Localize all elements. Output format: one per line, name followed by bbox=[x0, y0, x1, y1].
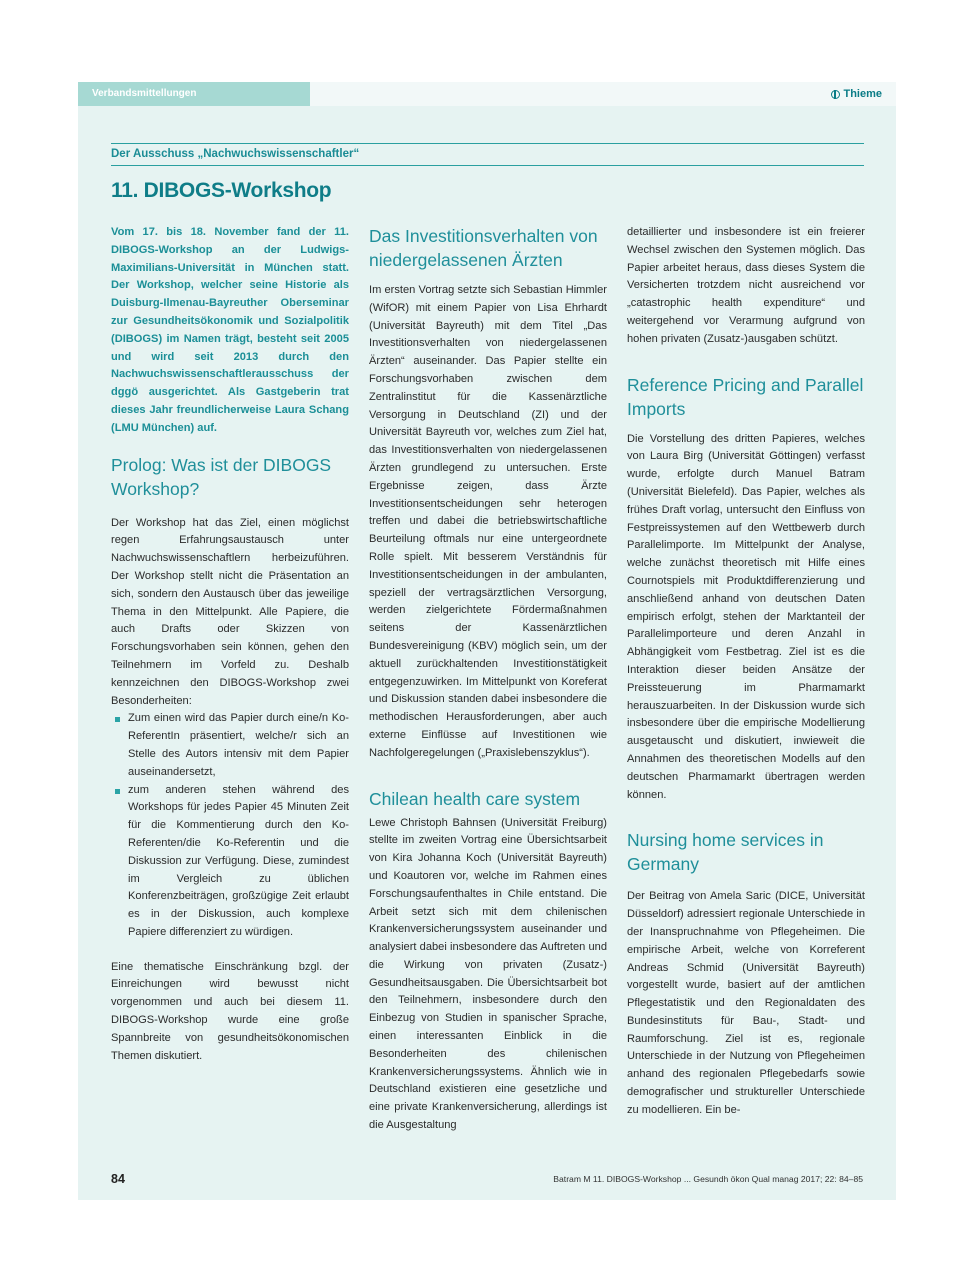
kicker: Der Ausschuss „Nachwuchswissenschaftler“ bbox=[111, 148, 360, 160]
paragraph: Eine thematische Einschränkung bzgl. der Einreichungen wird bewusst nicht vorgenommen und auch bei diesem 11. DIBOGS-Workshop wurde eine große Spannbreite von gesundheitsökonomischen Themen diskutiert. bbox=[111, 960, 349, 1062]
header-band bbox=[310, 82, 896, 106]
paragraph: Die Vorstellung des dritten Papieres, welches von Laura Birg (Universität Göttingen) verfasst wurde, erfolgte durch Manuel Batram (Universität Bielefeld). Das Papier, welches als frühes Draft vorlag, untersucht den Einfluss von Festpreissystemen auf den Wettbewerb durch Parallelimporte. Im Mittelpunkt der Analyse, welche zunächst theoretisch mit Hilfe eines Cournotspiels mit Produktdifferenzierung und anschließend anhand von deutschen Daten empirisch erfolgt, stehen der Marktanteil der Parallelimporteure und deren Anzahl in Abhängigkeit vom Festbetrag. Ziel ist es die Interaktion dieser beiden Ansätze der Preissteuerung im Pharmamarkt herauszuarbeiten. In der Diskussion wurde sich insbesondere über die empirische Modellierung ausgetauscht und diskutiert, inwieweit die Annahmen des theoretischen Modells auf den deutschen Pharmamarkt übertragen werden können. bbox=[627, 432, 865, 801]
page-sheet bbox=[78, 82, 896, 1200]
paragraph: detaillierter und insbesondere ist ein freierer Wechsel zwischen den Systemen möglich. Das Papier arbeitet heraus, dass dieses System die Versicherten trotzdem nicht ausreichend vor „catastrophic health expenditure“ und weitergehend vor Verarmung aufgrund von hohen privaten (Zusatz-)ausgaben schützt. bbox=[627, 226, 865, 345]
bullet-list bbox=[111, 710, 349, 941]
list-item: Zum einen wird das Papier durch eine/n Ko-ReferentIn präsentiert, welche/r sich an Stelle des Autors intensiv mit dem Papier auseinandersetzt, bbox=[111, 710, 349, 781]
article-title: 11. DIBOGS-Workshop bbox=[111, 179, 332, 202]
column-3 bbox=[627, 224, 865, 1120]
kicker-rule bbox=[111, 165, 864, 166]
paragraph: Im ersten Vortrag setzte sich Sebastian Himmler (WifOR) mit einem Papier von Lisa Ehrhardt (Universität Bayreuth) mit dem Titel „Das Investitionsverhalten von niedergelassenen Ärzten“ auseinander. Das Papier stellte ein Forschungsvorhaben zwischen dem Zentralinstitut für die Kassenärztliche Versorgung in Deutschland (ZI) und der Universität Bayreuth vor, welches zum Ziel hat, das Investitionsverhalten von niedergelassenen Ärzten grundlegend zu untersuchen. Erste Ergebnisse zeigen, dass Ärzte Investitionsentscheidungen sehr heterogen treffen und dabei die betriebswirtschaftliche Beurteilung oftmals nur eine untergeordnete Rolle spielt. Mit besserem Verständnis für Investitionsentscheidungen in der ambulanten, speziell der vertragsärztlichen Versorgung, werden zielgerichtete Fördermaßnahmen seitens der Kassenärztlichen Bundesvereinigung (KBV) möglich sein, um der aktuell zurückhaltenden Investitionstätigkeit entgegenzuwirken. Im Mittelpunkt von Koreferat und Diskussion standen dabei insbesondere die methodischen Herausforderungen, aber auch externe Einflüsse auf Investitionen wie Nachfolgeregelungen („Praxislebenszyklus“). bbox=[369, 284, 607, 759]
paragraph: Der Beitrag von Amela Saric (DICE, Universität Düsseldorf) adressiert regionale Unterschiede in der Inanspruchnahme von Pflegeheimen. Die empirische Arbeit, welche von Korreferent Andreas Schmid (Universität Bayreuth) vorgestellt wurde, basiert auf der amtlichen Pflegestatistik und den Regionaldaten des Bundesinstituts für Bau-, Stadt- und Raumforschung. Ziel ist es, regionale Unterschiede in der Nutzung von Pflegeheimen anhand des regionalen Pflegebedarfs sowie demografischer und struktureller Unterschiede zu modellieren. Ein be- bbox=[627, 890, 865, 1116]
page-number: 84 bbox=[111, 1172, 125, 1186]
citation: Batram M 11. DIBOGS-Workshop ... Gesundh ökon Qual manag 2017; 22: 84–85 bbox=[553, 1174, 863, 1184]
publisher-logo bbox=[831, 82, 882, 106]
paragraph: Der Workshop hat das Ziel, einen möglichst regen Erfahrungsaustausch unter Nachwuchswissenschaftlern herbeizuführen. Der Workshop stellt nicht die Präsentation an sich, sondern den Austausch über das jeweilige Thema in den Mittelpunkt. Alle Papiere, die auch Drafts oder Skizzen von Forschungsvorhaben sein können, gehen den Teilnehmern im Vorfeld zu. Deshalb kennzeichnen den DIBOGS-Workshop zwei Besonderheiten: bbox=[111, 516, 349, 707]
heading-chilean-health-care: Chilean health care system bbox=[369, 788, 581, 809]
section-label: Verbandsmittellungen bbox=[78, 82, 310, 106]
column-1 bbox=[111, 224, 349, 1065]
page-header bbox=[78, 82, 896, 106]
column-2 bbox=[369, 224, 607, 1135]
publisher-name: Thieme bbox=[843, 88, 882, 100]
heading-investitionsverhalten: Das Investitionsverhalten von niedergelassenen Ärzten bbox=[369, 226, 598, 270]
heading-reference-pricing: Reference Pricing and Parallel Imports bbox=[627, 374, 864, 419]
thieme-logo-icon bbox=[831, 90, 840, 99]
lead-paragraph: Vom 17. bis 18. November fand der 11. DIBOGS-Workshop an der Ludwigs-Maximilians-Universität in München statt. Der Workshop, welcher seine Historie als Duisburg-Ilmenau-Bayreuther Oberseminar zur Gesundheitsökonomik und Sozialpolitik (DIBOGS) im Namen trägt, besteht seit 2005 und wird seit 2013 durch den Nachwuchswissenschaftlerausschuss der dggö ausgerichtet. Als Gastgeberin trat dieses Jahr freundlicherweise Laura Schang (LMU München) auf. bbox=[111, 226, 349, 434]
paragraph: Lewe Christoph Bahnsen (Universität Freiburg) stellte im zweiten Vortrag eine Übersichtsarbeit von Kira Johanna Koch (Universität Bayreuth) und Koautoren vor, welche im Rahmen eines Forschungsaufenthaltes in Chile entstand. Die Arbeit setzt sich mit dem chilenischen Krankenversicherungssystem auseinander und analysiert dabei insbesondere das Auftreten und die Wirkung von privaten (Zusatz-) Gesundheitsausgaben. Die Übersichtsarbeit bot den Teilnehmern, insbesondere durch den Einbezug von Studien in spanischer Sprache, einen interessanten Einblick in die Besonderheiten des chilenischen Krankenversicherungssystems. Ähnlich wie in Deutschland existieren eine gesetzliche und eine private Krankenversicherung, allerdings ist die Ausgestaltung bbox=[369, 816, 607, 1132]
list-item: zum anderen stehen während des Workshops für jedes Papier 45 Minuten Zeit für die Kommentierung durch den Ko-Referenten/die Ko-Referentin und die Diskussion zur Verfügung. Diese, zumindest im Vergleich zu üblichen Konferenzbeiträgen, großzügige Zeit erlaubt es in der Diskussion, auch komplexe Papiere differenziert zu würdigen. bbox=[111, 782, 349, 942]
heading-prolog: Prolog: Was ist der DIBOGS Workshop? bbox=[111, 454, 332, 499]
heading-nursing-home: Nursing home services in Germany bbox=[627, 830, 824, 875]
top-rule bbox=[111, 143, 864, 144]
